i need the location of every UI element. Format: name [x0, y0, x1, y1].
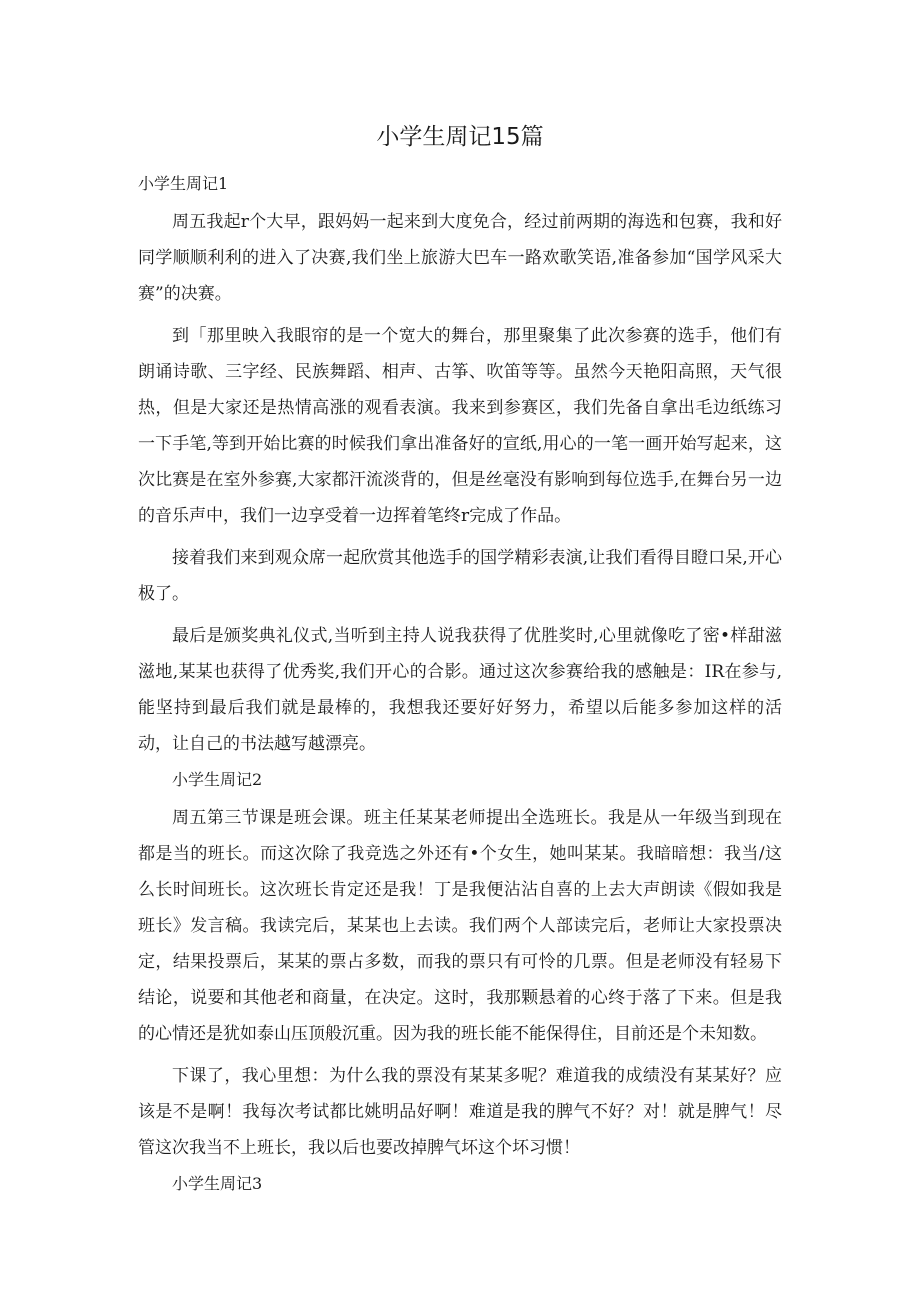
- paragraph: 周五第三节课是班会课。班主任某某老师提出全选班长。我是从一年级当到现在都是当的班长。而这次除了我竞选之外还有•个女生，她叫某某。我暗暗想：我当/这么长时间班长。这次班长肯定还是我！丁是我便沾沾自喜的上去大声朗读《假如我是班长》发言稿。我读完后，某某也上去读。我们两个人部读完后，老师让大家投票决定，结果投票后，某某的票占多数，而我的票只有可怜的几票。但是老师没有轻易下结论，说要和其他老和商量，在决定。这时，我那颗悬着的心终于落了下来。但是我的心情还是犹如泰山压顶般沉重。因为我的班长能不能保得住，目前还是个未知数。: [138, 808, 782, 1044]
- section-heading-1: 小学生周记1: [138, 174, 229, 193]
- document-body: [138, 172, 782, 1204]
- paragraph: 最后是颁奖典礼仪式,当听到主持人说我获得了优胜奖时,心里就像吃了密•样甜滋滋地,某某也获得了优秀奖,我们开心的合影。通过这次参赛给我的感触是：IR在参与,能坚持到最后我们就是最棒的，我想我还要好好努力，希望以后能多参加这样的活动，让自己的书法越写越漂亮。: [138, 626, 782, 754]
- paragraph: 下课了，我心里想：为什么我的票没有某某多呢？难道我的成绩没有某某好？应该是不是啊！我每次考试都比姚明品好啊！难道是我的脾气不好？对！就是脾气！尽管这次我当不上班长，我以后也要改掉脾气坏这个坏习惯！: [138, 1066, 782, 1158]
- paragraph: 到「那里映入我眼帘的是一个宽大的舞台，那里聚集了此次参赛的选手，他们有朗诵诗歌、三字经、民族舞蹈、相声、古筝、吹笛等等。虽然今天艳阳高照，天气很热，但是大家还是热情高涨的观看表演。我来到参赛区，我们先备自拿出毛边纸练习一下手笔,等到开始比赛的时候我们拿出准备好的宣纸,用心的一笔一画开始写起来，这次比赛是在室外参赛,大家都汗流淡背的，但是丝毫没有影响到每位选手,在舞台另一边的音乐声中，我们一边享受着一边挥着笔终r完成了作品。: [138, 326, 782, 526]
- document-title: 小学生周记15篇: [376, 124, 544, 150]
- paragraph: 接着我们来到观众席一起欣赏其他选手的国学精彩表演,让我们看得目瞪口呆,开心极了。: [138, 548, 782, 604]
- section-heading-3: 小学生周记3: [172, 1174, 263, 1193]
- paragraph: 周五我起r个大早，跟妈妈一起来到大度免合，经过前两期的海选和包赛，我和好同学顺顺利利的进入了决赛,我们坐上旅游大巴车一路欢歌笑语,准备参加“国学风采大赛”的决赛。: [138, 212, 782, 304]
- section-heading-2: 小学生周记2: [172, 770, 263, 789]
